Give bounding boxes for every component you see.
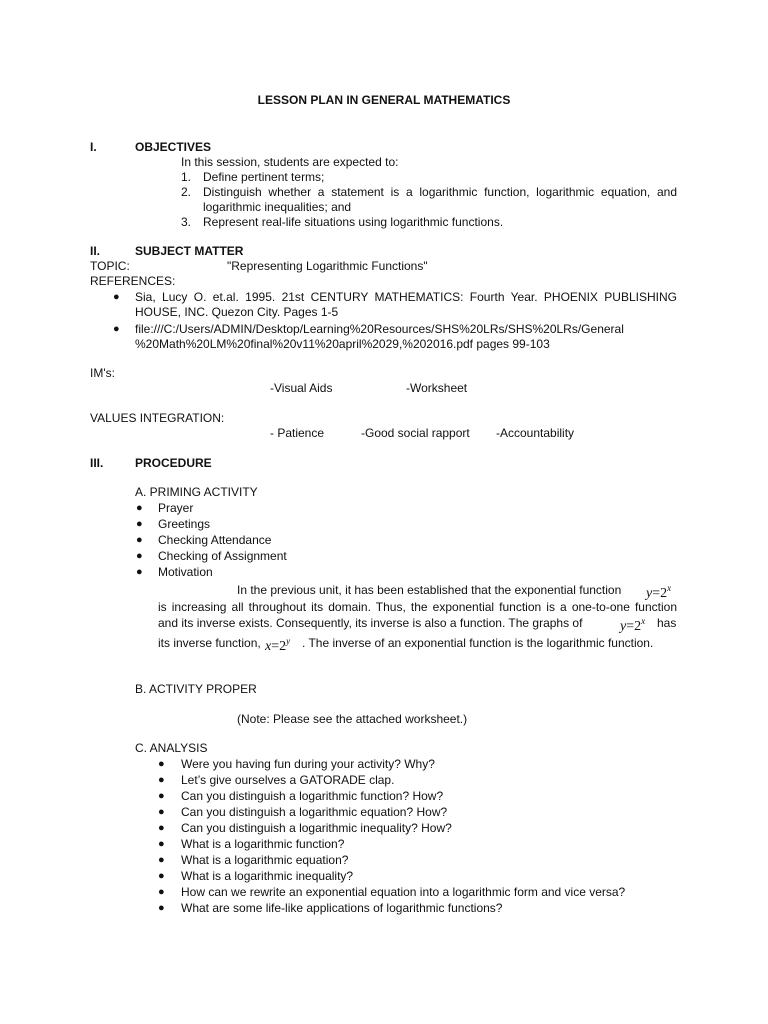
priming-activity-heading: A. PRIMING ACTIVITY (135, 485, 258, 499)
bullet-icon: ● (158, 854, 165, 866)
motivation-paragraph-line-end: has (657, 616, 677, 630)
analysis-question: What is a logarithmic function? (181, 837, 345, 851)
priming-item: Greetings (158, 517, 211, 531)
motivation-paragraph-line: its inverse function, (158, 636, 261, 650)
section-heading-subject-matter: SUBJECT MATTER (135, 244, 244, 258)
bullet-icon: ● (158, 758, 165, 770)
bullet-icon: ● (158, 822, 165, 834)
bullet-icon: ● (158, 790, 165, 802)
analysis-heading: C. ANALYSIS (135, 741, 208, 755)
value-item: -Accountability (496, 426, 575, 440)
analysis-question: Can you distinguish a logarithmic function? How? (181, 789, 444, 803)
analysis-question: What is a logarithmic equation? (181, 853, 349, 867)
bullet-icon: ● (136, 566, 143, 578)
activity-proper-note: (Note: Please see the attached worksheet.) (237, 712, 468, 726)
bullet-icon: ● (136, 534, 143, 546)
equation-y-equals-2-to-x: $y=2^x$ (646, 583, 672, 601)
objective-text: Distinguish whether a statement is a logarithmic function, logarithmic equation, and (203, 185, 677, 199)
priming-item: Prayer (158, 501, 194, 515)
bullet-icon: ● (136, 550, 143, 562)
reference-item: Sia, Lucy O. et.al. 1995. 21st CENTURY MATHEMATICS: Fourth Year. PHOENIX PUBLISHING (135, 290, 677, 304)
activity-proper-heading: B. ACTIVITY PROPER (135, 682, 257, 696)
objective-text: Define pertinent terms; (203, 170, 325, 184)
objective-number: 2. (181, 185, 192, 199)
reference-item-continued: %20Math%20LM%20final%20v11%20april%2029,%202016.pdf pages 99-103 (135, 337, 550, 351)
section-heading-procedure: PROCEDURE (135, 456, 212, 470)
objective-text: Represent real-life situations using logarithmic functions. (203, 215, 504, 229)
priming-item: Motivation (158, 565, 213, 579)
motivation-paragraph-line: and its inverse exists. Consequently, its inverse is also a function. The graphs of (158, 616, 583, 630)
analysis-question: Were you having fun during your activity? Why? (181, 757, 435, 771)
equation-x-equals-2-to-y: $x=2^y$ (265, 636, 291, 654)
bullet-icon: ● (158, 838, 165, 850)
equation-y-equals-2-to-x: $y=2^x$ (620, 616, 646, 634)
reference-item: file:///C:/Users/ADMIN/Desktop/Learning%20Resources/SHS%20LRs/SHS%20LRs/General (135, 322, 624, 336)
analysis-question: Can you distinguish a logarithmic equation? How? (181, 805, 448, 819)
analysis-question: Can you distinguish a logarithmic inequality? How? (181, 821, 452, 835)
reference-item-continued: HOUSE, INC. Quezon City. Pages 1-5 (135, 305, 339, 319)
im-item: -Visual Aids (270, 381, 333, 395)
objectives-intro: In this session, students are expected to: (181, 155, 399, 169)
ims-label: IM's: (90, 366, 115, 380)
priming-item: Checking Attendance (158, 533, 272, 547)
im-item: -Worksheet (406, 381, 468, 395)
bullet-icon: ● (158, 902, 165, 914)
section-heading-objectives: OBJECTIVES (135, 140, 212, 154)
analysis-question: What is a logarithmic inequality? (181, 869, 354, 883)
value-item: - Patience (270, 426, 325, 440)
analysis-question: What are some life-like applications of logarithmic functions? (181, 901, 503, 915)
bullet-icon: ● (113, 291, 120, 303)
value-item: -Good social rapport (361, 426, 470, 440)
bullet-icon: ● (158, 774, 165, 786)
references-label: REFERENCES: (90, 274, 176, 288)
section-numeral-objectives: I. (90, 140, 97, 154)
document-title: LESSON PLAN IN GENERAL MATHEMATICS (257, 93, 511, 107)
objective-text-continued: logarithmic inequalities; and (203, 200, 352, 214)
objective-number: 3. (181, 215, 192, 229)
analysis-question: How can we rewrite an exponential equation into a logarithmic form and vice versa? (181, 885, 626, 899)
section-numeral-subject-matter: II. (90, 244, 101, 258)
bullet-icon: ● (158, 806, 165, 818)
motivation-paragraph-line-end: . The inverse of an exponential function is the logarithmic function. (302, 636, 654, 650)
bullet-icon: ● (136, 518, 143, 530)
bullet-icon: ● (158, 870, 165, 882)
motivation-paragraph-line: In the previous unit, it has been established that the exponential function (237, 583, 622, 597)
analysis-question: Let’s give ourselves a GATORADE clap. (181, 773, 395, 787)
section-numeral-procedure: III. (90, 456, 104, 470)
objective-number: 1. (181, 170, 192, 184)
motivation-paragraph-line: is increasing all throughout its domain. Thus, the exponential function is a one-to-one function (158, 600, 677, 614)
bullet-icon: ● (136, 502, 143, 514)
bullet-icon: ● (158, 886, 165, 898)
priming-item: Checking of Assignment (158, 549, 287, 563)
values-integration-label: VALUES INTEGRATION: (90, 411, 225, 425)
topic-label: TOPIC: (90, 259, 130, 273)
topic-value: "Representing Logarithmic Functions" (227, 259, 428, 273)
bullet-icon: ● (113, 323, 120, 335)
